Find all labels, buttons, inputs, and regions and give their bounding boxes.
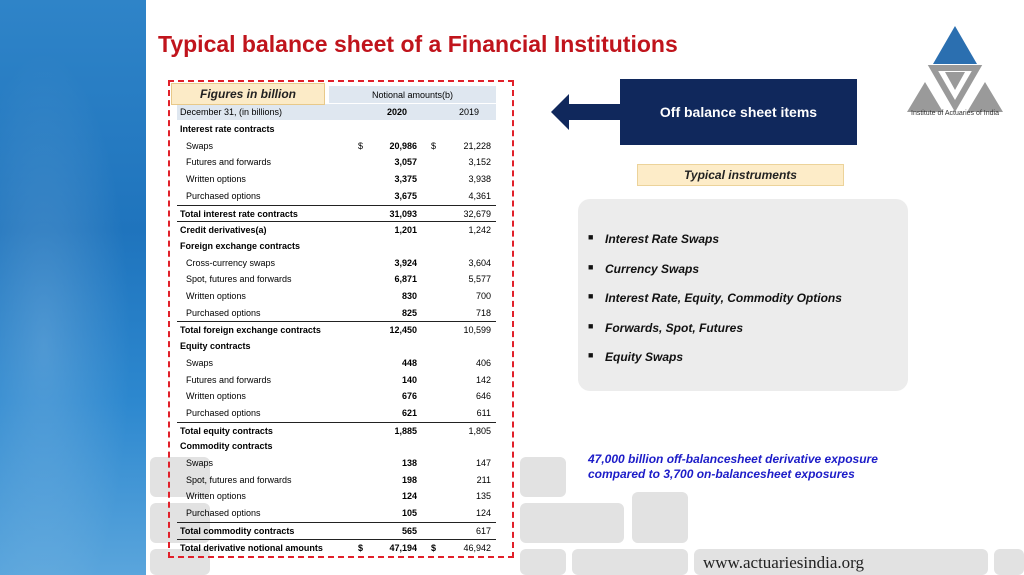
value-2020: 12,450 [389,325,417,336]
value-2019: 1,242 [468,225,491,236]
logo-text: Institute of Actuaries of India [911,110,999,117]
row-label: Written options [186,291,246,301]
currency-symbol-2019: $ [431,140,437,151]
table-row [177,539,496,556]
table-row [177,305,496,321]
typical-instruments-label: Typical instruments [637,164,844,186]
value-2019: 10,599 [463,325,491,336]
value-2020: 621 [401,407,417,418]
table-row [177,405,496,421]
value-2020: 47,194 [389,542,417,553]
value-2019: 211 [476,474,491,485]
slide-title: Typical balance sheet of a Financial Institutions [158,31,678,57]
year-2019-header: 2019 [458,107,480,117]
left-decorative-band [0,0,146,575]
decorative-tile [632,492,688,543]
decorative-tile [520,457,566,497]
value-2019: 611 [476,407,491,418]
decorative-tile [994,549,1024,575]
decorative-tile [520,549,566,575]
table-row [177,171,496,187]
instrument-item [588,262,699,276]
currency-symbol-2020: $ [358,140,364,151]
value-2019: 142 [475,374,491,385]
row-label: Total foreign exchange contracts [180,325,321,336]
bullet-icon: ■ [588,321,594,331]
value-2020: 124 [401,491,417,502]
row-label: Commodity contracts [180,441,273,452]
value-2019: 135 [475,491,491,502]
table-row [177,372,496,388]
row-label: Swaps [186,357,214,368]
value-2019: 46,942 [463,542,491,553]
value-2020: 676 [401,391,417,402]
value-2020: 3,057 [394,157,417,168]
row-label: Equity contracts [180,341,251,352]
value-2020: 565 [401,525,417,536]
figures-in-billion-label: Figures in billion [171,83,325,105]
value-2019: 718 [475,307,491,318]
table-row [177,338,496,354]
bullet-icon: ■ [588,232,594,242]
currency-symbol-2020: $ [358,542,364,553]
row-label: Written options [186,174,246,185]
table-row [177,271,496,287]
table-row [177,188,496,204]
row-label: Written options [186,491,246,502]
table-row [177,121,496,137]
value-2019: 4,361 [468,190,491,201]
off-balance-sheet-box: Off balance sheet items [620,79,857,145]
footer-url[interactable]: www.actuariesindia.org [703,553,864,572]
table-row [177,505,496,521]
value-2019: 3,938 [468,174,491,185]
decorative-tile [572,549,688,575]
value-2020: 448 [401,357,417,368]
table-header-row [177,104,496,120]
table-row [177,238,496,254]
instrument-item [588,232,719,246]
table-row [177,221,496,238]
value-2020: 3,375 [394,174,417,185]
currency-symbol-2019: $ [431,542,437,553]
table-row [177,288,496,304]
row-label: Foreign exchange contracts [180,240,301,251]
institute-logo-icon [905,24,1005,120]
value-2020: 1,885 [394,425,417,436]
table-row [177,205,496,222]
arrow-left-icon [551,94,623,130]
instrument-item [588,291,842,305]
row-label: Purchased options [186,307,261,318]
table-row [177,154,496,170]
value-2019: 617 [475,525,491,536]
value-2020: 3,924 [394,257,417,268]
table-row [177,455,496,471]
table-row [177,138,496,154]
value-2019: 5,577 [468,274,491,285]
value-2019: 700 [475,291,491,301]
value-2019: 32,679 [463,208,491,219]
exposure-note: 47,000 billion off-balancesheet derivative exposure compared to 3,700 on-balancesheet exposures [588,452,878,481]
table-row [177,355,496,371]
row-label: Futures and forwards [186,374,272,385]
row-label: Futures and forwards [186,157,272,168]
row-label: Interest rate contracts [180,124,275,134]
value-2019: 3,152 [468,157,491,168]
row-label: Cross-currency swaps [186,257,276,268]
table-row [177,255,496,271]
value-2019: 1,805 [468,425,491,436]
table-row [177,422,496,439]
table-row [177,472,496,488]
table-row [177,438,496,454]
value-2020: 138 [401,458,417,468]
year-2020-header: 2020 [386,107,408,117]
value-2019: 646 [475,391,491,402]
row-label: Swaps [186,458,214,468]
value-2019: 124 [475,508,491,519]
row-label: Total equity contracts [180,425,273,436]
decorative-tile [520,503,624,543]
bullet-icon: ■ [588,291,594,301]
value-2020: 140 [401,374,417,385]
instrument-label: Currency Swaps [605,262,700,276]
value-2019: 147 [475,458,491,468]
value-2020: 105 [401,508,417,519]
bullet-icon: ■ [588,350,594,360]
row-label: Purchased options [186,190,261,201]
table-row [177,321,496,338]
table-row [177,488,496,504]
instrument-label: Forwards, Spot, Futures [605,321,744,335]
value-2020: 31,093 [389,208,417,219]
instrument-label: Interest Rate Swaps [605,232,720,246]
row-label: Spot, futures and forwards [186,474,292,485]
value-2019: 406 [475,357,491,368]
notional-amounts-header: Notional amounts(b) [329,86,496,103]
value-2020: 20,986 [389,140,417,151]
row-label: Spot, futures and forwards [186,274,292,285]
bullet-icon: ■ [588,262,594,272]
row-label: Total derivative notional amounts [180,542,323,553]
row-label: Total commodity contracts [180,525,295,536]
row-label: Swaps [186,140,214,151]
value-2019: 21,228 [463,140,491,151]
value-2020: 3,675 [394,190,417,201]
value-2020: 825 [401,307,417,318]
instrument-item [588,350,683,364]
value-2020: 198 [401,474,417,485]
value-2020: 6,871 [394,274,417,285]
table-row [177,522,496,539]
instrument-label: Interest Rate, Equity, Commodity Options [605,291,842,305]
date-header: December 31, (in billions) [180,107,283,117]
row-label: Credit derivatives(a) [180,225,267,236]
row-label: Purchased options [186,508,261,519]
table-row [177,388,496,404]
row-label: Purchased options [186,407,261,418]
instrument-item [588,321,743,335]
value-2020: 830 [401,291,417,301]
instrument-label: Equity Swaps [605,350,684,364]
value-2020: 1,201 [394,225,417,236]
value-2019: 3,604 [468,257,491,268]
row-label: Written options [186,391,246,402]
row-label: Total interest rate contracts [180,208,298,219]
